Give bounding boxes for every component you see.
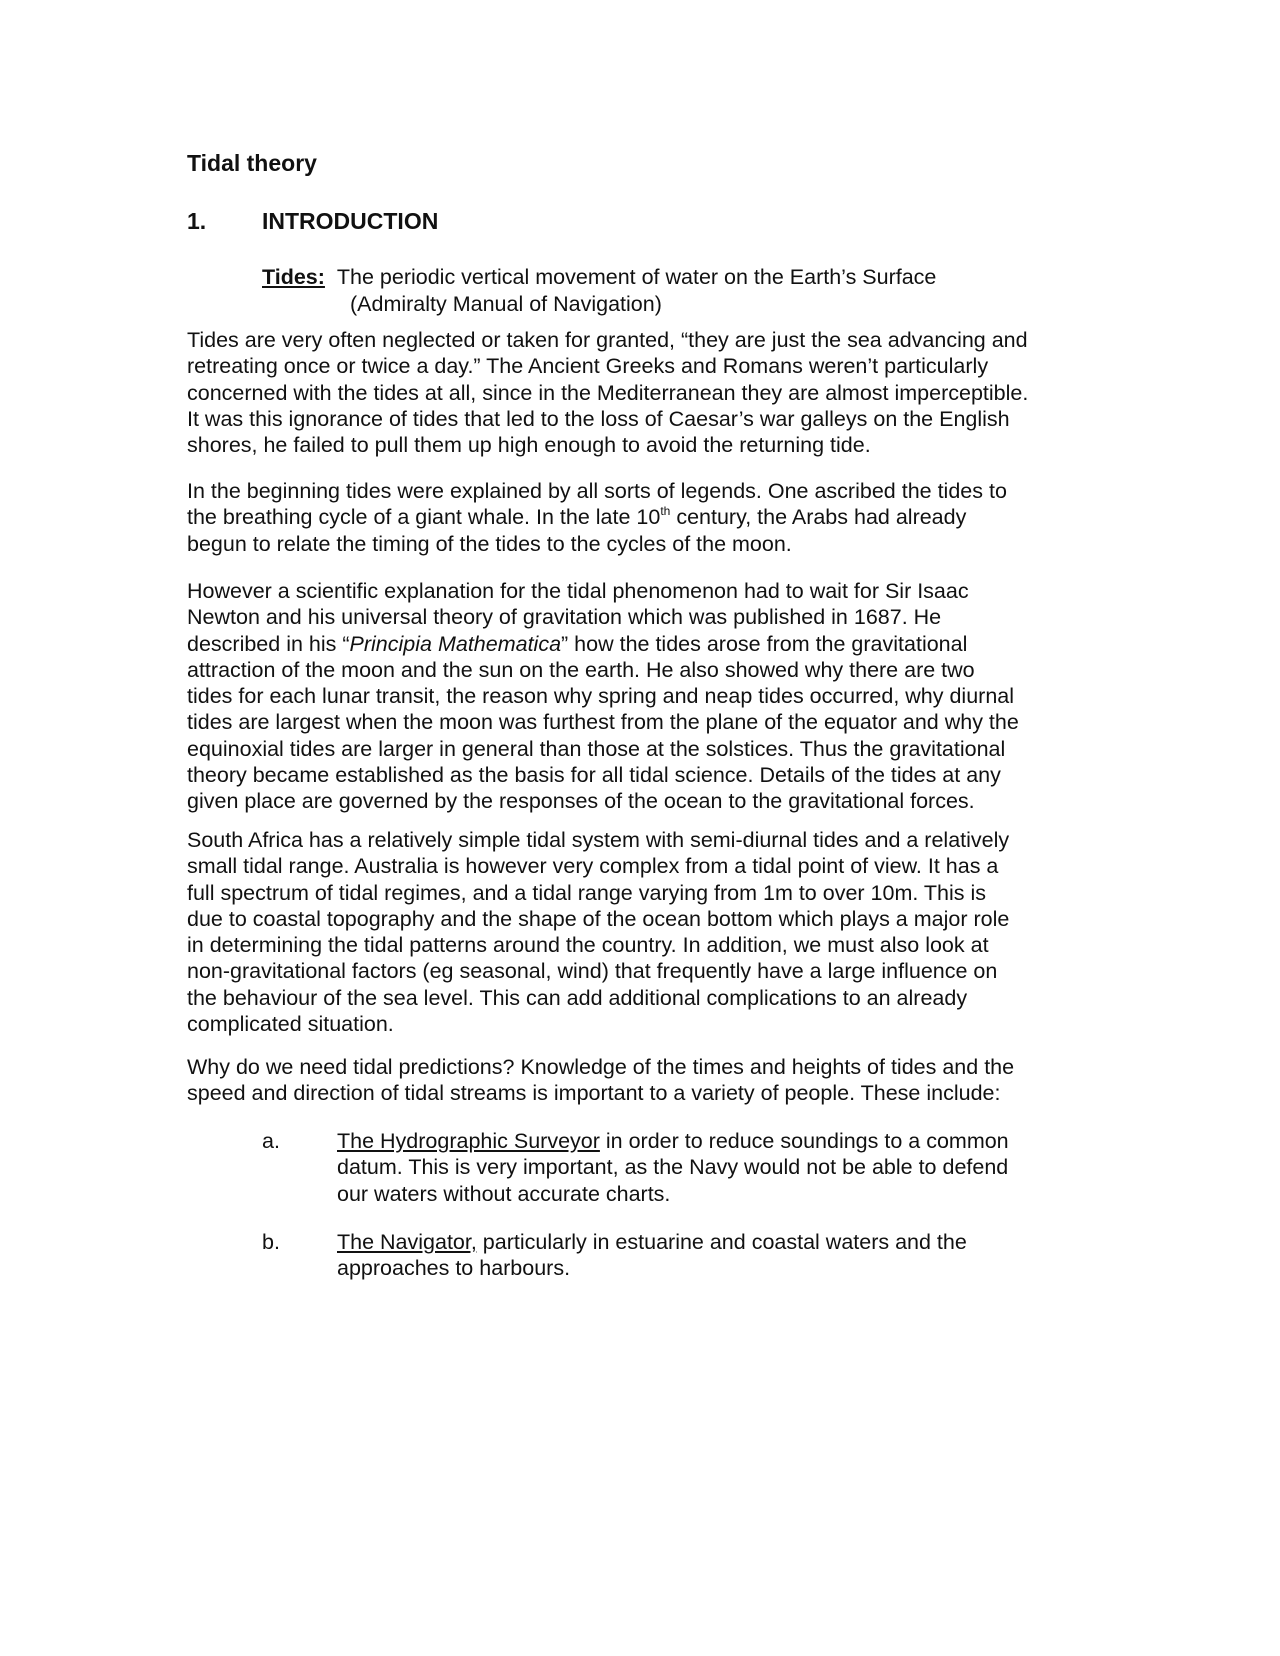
- paragraph-line: tides are largest when the moon was furthest from the plane of the equator and why the: [187, 710, 1019, 735]
- section-number: 1.: [187, 208, 207, 234]
- principia-title: Principia Mathematica: [349, 631, 562, 656]
- definition-term: Tides:: [262, 265, 325, 289]
- paragraph-line: concerned with the tides at all, since in the Mediterranean they are almost imperceptible.: [187, 380, 1029, 405]
- list-line: datum. This is very important, as the Navy would not be able to defend: [337, 1155, 1009, 1180]
- line-text: described in his “: [187, 631, 350, 656]
- paragraph-line: Tides are very often neglected or taken for granted, “they are just the sea advancing and: [187, 328, 1028, 352]
- list-line: approaches to harbours.: [337, 1256, 571, 1281]
- paragraph-line: small tidal range. Australia is however very complex from a tidal point of view. It has a: [187, 854, 999, 879]
- list-item-body: [337, 1128, 1077, 1207]
- line-text: ” how the tides arose from the gravitational: [561, 631, 968, 656]
- list-line: our waters without accurate charts.: [337, 1181, 671, 1206]
- list-text: in order to reduce soundings to a common: [599, 1129, 1009, 1153]
- paragraph-line: Why do we need tidal predictions? Knowledge of the times and heights of tides and the: [187, 1055, 1015, 1079]
- section-heading: [187, 208, 438, 235]
- paragraph-newton: [187, 578, 1097, 815]
- paragraph-line: in determining the tidal patterns around the country. In addition, we must also look at: [187, 933, 989, 958]
- definition-source: (Admiralty Manual of Navigation): [350, 291, 662, 316]
- paragraph-line: However a scientific explanation for the tidal phenomenon had to wait for Sir Isaac: [187, 579, 969, 603]
- definition-text: The periodic vertical movement of water on the Earth’s Surface: [336, 265, 937, 289]
- tides-definition: [262, 264, 936, 317]
- list-marker: a.: [262, 1129, 280, 1153]
- paragraph-line: the behaviour of the sea level. This can add additional complications to an already: [187, 985, 968, 1010]
- paragraph-why: [187, 1054, 1097, 1107]
- list-line: [337, 1128, 1077, 1154]
- paragraph-legends: [187, 478, 1097, 557]
- paragraph-line: South Africa has a relatively simple tidal system with semi-diurnal tides and a relatively: [187, 828, 1010, 852]
- section-title: INTRODUCTION: [262, 208, 439, 234]
- list-lead: The Hydrographic Surveyor: [337, 1129, 600, 1153]
- paragraph-line: full spectrum of tidal regimes, and a tidal range varying from 1m to over 10m. This is: [187, 880, 987, 905]
- paragraph-line: begun to relate the timing of the tides to the cycles of the moon.: [187, 531, 792, 556]
- document-title: Tidal theory: [187, 150, 317, 176]
- list-lead: The Navigator,: [337, 1230, 477, 1254]
- paragraph-line: equinoxial tides are larger in general than those at the solstices. Thus the gravitational: [187, 736, 1006, 761]
- line-text: century, the Arabs had already: [670, 505, 967, 530]
- list-line: [337, 1229, 1077, 1255]
- paragraph-line: Newton and his universal theory of gravitation which was published in 1687. He: [187, 605, 942, 630]
- list-marker: b.: [262, 1230, 280, 1254]
- paragraph-line: shores, he failed to pull them up high enough to avoid the returning tide.: [187, 433, 871, 458]
- paragraph-intro: [187, 327, 1097, 458]
- paragraph-line: given place are governed by the responses of the ocean to the gravitational forces.: [187, 789, 975, 814]
- paragraph-line: non-gravitational factors (eg seasonal, wind) that frequently have a large influence on: [187, 959, 998, 984]
- list-text: particularly in estuarine and coastal waters and the: [476, 1230, 967, 1254]
- paragraph-line: retreating once or twice a day.” The Ancient Greeks and Romans weren’t particularly: [187, 354, 989, 379]
- paragraph-line: It was this ignorance of tides that led to the loss of Caesar’s war galleys on the English: [187, 406, 1010, 431]
- paragraph-regions: [187, 827, 1097, 1037]
- paragraph-line: due to coastal topography and the shape of the ocean bottom which plays a major role: [187, 906, 1010, 931]
- paragraph-line: complicated situation.: [187, 1012, 394, 1037]
- paragraph-line: In the beginning tides were explained by all sorts of legends. One ascribed the tides to: [187, 479, 1007, 503]
- paragraph-line: [187, 631, 1097, 657]
- list-item-body: [337, 1229, 1077, 1282]
- paragraph-line: theory became established as the basis for all tidal science. Details of the tides at any: [187, 763, 1001, 788]
- paragraph-line: attraction of the moon and the sun on the earth. He also showed why there are two: [187, 657, 975, 682]
- ordinal-superscript: th: [660, 504, 671, 519]
- line-text: the breathing cycle of a giant whale. In the late 10: [187, 505, 661, 530]
- paragraph-line: [187, 504, 1097, 530]
- paragraph-line: speed and direction of tidal streams is important to a variety of people. These include:: [187, 1081, 1001, 1106]
- paragraph-line: tides for each lunar transit, the reason why spring and neap tides occurred, why diurnal: [187, 684, 1015, 709]
